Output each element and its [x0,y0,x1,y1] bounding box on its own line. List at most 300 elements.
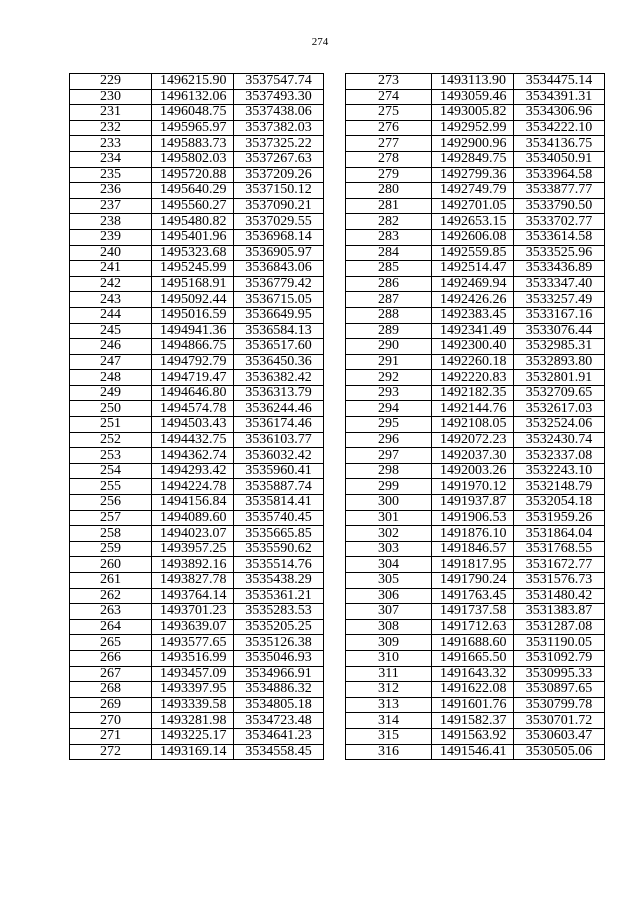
y-coordinate-cell: 3535740.45 [234,510,324,526]
x-coordinate-cell: 1495640.29 [152,183,234,199]
point-number-cell: 264 [70,619,152,635]
table-row [346,541,605,557]
point-number-cell: 258 [70,526,152,542]
coordinates-table-right [345,73,605,760]
point-number-cell: 303 [346,541,432,557]
table-row [346,120,605,136]
point-number-cell: 285 [346,261,432,277]
y-coordinate-cell: 3533436.89 [514,261,605,277]
y-coordinate-cell: 3532243.10 [514,463,605,479]
point-number-cell: 313 [346,697,432,713]
x-coordinate-cell: 1491763.45 [432,588,514,604]
table-row [346,744,605,760]
y-coordinate-cell: 3537209.26 [234,167,324,183]
x-coordinate-cell: 1494503.43 [152,417,234,433]
y-coordinate-cell: 3535046.93 [234,650,324,666]
point-number-cell: 270 [70,713,152,729]
point-number-cell: 253 [70,448,152,464]
x-coordinate-cell: 1492653.15 [432,214,514,230]
point-number-cell: 315 [346,728,432,744]
x-coordinate-cell: 1494792.79 [152,354,234,370]
y-coordinate-cell: 3535887.74 [234,479,324,495]
x-coordinate-cell: 1492606.08 [432,229,514,245]
y-coordinate-cell: 3536032.42 [234,448,324,464]
point-number-cell: 300 [346,495,432,511]
table-row [70,261,324,277]
point-number-cell: 281 [346,198,432,214]
y-coordinate-cell: 3533525.96 [514,245,605,261]
y-coordinate-cell: 3531190.05 [514,635,605,651]
y-coordinate-cell: 3530603.47 [514,728,605,744]
x-coordinate-cell: 1495401.96 [152,229,234,245]
point-number-cell: 263 [70,604,152,620]
y-coordinate-cell: 3533790.50 [514,198,605,214]
y-coordinate-cell: 3533167.16 [514,307,605,323]
x-coordinate-cell: 1492108.05 [432,417,514,433]
x-coordinate-cell: 1494866.75 [152,339,234,355]
table-row [346,339,605,355]
table-row [70,682,324,698]
y-coordinate-cell: 3535514.76 [234,557,324,573]
y-coordinate-cell: 3537150.12 [234,183,324,199]
x-coordinate-cell: 1492514.47 [432,261,514,277]
y-coordinate-cell: 3533877.77 [514,183,605,199]
point-number-cell: 307 [346,604,432,620]
table-row [70,276,324,292]
table-row [70,713,324,729]
table-row [70,526,324,542]
point-number-cell: 284 [346,245,432,261]
page-number: 274 [311,36,329,48]
y-coordinate-cell: 3535814.41 [234,495,324,511]
table-row [346,105,605,121]
x-coordinate-cell: 1495480.82 [152,214,234,230]
y-coordinate-cell: 3535361.21 [234,588,324,604]
y-coordinate-cell: 3531480.42 [514,588,605,604]
point-number-cell: 282 [346,214,432,230]
x-coordinate-cell: 1493457.09 [152,666,234,682]
point-number-cell: 232 [70,120,152,136]
table-row [70,370,324,386]
table-row [346,479,605,495]
y-coordinate-cell: 3532430.74 [514,432,605,448]
point-number-cell: 252 [70,432,152,448]
point-number-cell: 259 [70,541,152,557]
x-coordinate-cell: 1491846.57 [432,541,514,557]
x-coordinate-cell: 1495560.27 [152,198,234,214]
point-number-cell: 235 [70,167,152,183]
table-row [70,401,324,417]
y-coordinate-cell: 3532893.80 [514,354,605,370]
x-coordinate-cell: 1494224.78 [152,479,234,495]
point-number-cell: 256 [70,495,152,511]
x-coordinate-cell: 1491876.10 [432,526,514,542]
x-coordinate-cell: 1492300.40 [432,339,514,355]
point-number-cell: 230 [70,89,152,105]
y-coordinate-cell: 3531092.79 [514,650,605,666]
table-row [70,323,324,339]
point-number-cell: 275 [346,105,432,121]
x-coordinate-cell: 1492469.94 [432,276,514,292]
y-coordinate-cell: 3535665.85 [234,526,324,542]
y-coordinate-cell: 3534723.48 [234,713,324,729]
y-coordinate-cell: 3534641.23 [234,728,324,744]
table-row [346,448,605,464]
x-coordinate-cell: 1491737.58 [432,604,514,620]
table-row [346,183,605,199]
point-number-cell: 255 [70,479,152,495]
x-coordinate-cell: 1491937.87 [432,495,514,511]
point-number-cell: 305 [346,573,432,589]
x-coordinate-cell: 1493957.25 [152,541,234,557]
x-coordinate-cell: 1492952.99 [432,120,514,136]
table-row [346,151,605,167]
y-coordinate-cell: 3535283.53 [234,604,324,620]
x-coordinate-cell: 1493764.14 [152,588,234,604]
table-row [346,557,605,573]
point-number-cell: 272 [70,744,152,760]
table-row [346,619,605,635]
table-row [346,245,605,261]
x-coordinate-cell: 1493059.46 [432,89,514,105]
x-coordinate-cell: 1492559.85 [432,245,514,261]
point-number-cell: 288 [346,307,432,323]
table-row [346,588,605,604]
table-row [346,229,605,245]
table-row [346,728,605,744]
x-coordinate-cell: 1494023.07 [152,526,234,542]
y-coordinate-cell: 3534966.91 [234,666,324,682]
x-coordinate-cell: 1496132.06 [152,89,234,105]
table-row [346,401,605,417]
table-row [70,541,324,557]
point-number-cell: 314 [346,713,432,729]
x-coordinate-cell: 1493005.82 [432,105,514,121]
y-coordinate-cell: 3534475.14 [514,74,605,90]
table-row [70,650,324,666]
x-coordinate-cell: 1494941.36 [152,323,234,339]
x-coordinate-cell: 1494293.42 [152,463,234,479]
point-number-cell: 242 [70,276,152,292]
x-coordinate-cell: 1491563.92 [432,728,514,744]
x-coordinate-cell: 1492144.76 [432,401,514,417]
table-row [346,635,605,651]
x-coordinate-cell: 1491817.95 [432,557,514,573]
point-number-cell: 311 [346,666,432,682]
x-coordinate-cell: 1495092.44 [152,292,234,308]
x-coordinate-cell: 1492749.79 [432,183,514,199]
table-row [70,417,324,433]
table-row [346,573,605,589]
point-number-cell: 290 [346,339,432,355]
y-coordinate-cell: 3530701.72 [514,713,605,729]
x-coordinate-cell: 1495965.97 [152,120,234,136]
x-coordinate-cell: 1493701.23 [152,604,234,620]
table-row [346,463,605,479]
x-coordinate-cell: 1492072.23 [432,432,514,448]
y-coordinate-cell: 3537267.63 [234,151,324,167]
table-row [346,307,605,323]
x-coordinate-cell: 1494719.47 [152,370,234,386]
table-row [70,432,324,448]
point-number-cell: 289 [346,323,432,339]
y-coordinate-cell: 3531576.73 [514,573,605,589]
y-coordinate-cell: 3536313.79 [234,385,324,401]
x-coordinate-cell: 1495323.68 [152,245,234,261]
x-coordinate-cell: 1494156.84 [152,495,234,511]
table-row [346,136,605,152]
table-row [70,167,324,183]
x-coordinate-cell: 1491790.24 [432,573,514,589]
x-coordinate-cell: 1491688.60 [432,635,514,651]
x-coordinate-cell: 1493639.07 [152,619,234,635]
y-coordinate-cell: 3531959.26 [514,510,605,526]
y-coordinate-cell: 3536450.36 [234,354,324,370]
x-coordinate-cell: 1494432.75 [152,432,234,448]
point-number-cell: 308 [346,619,432,635]
table-row [70,635,324,651]
table-row [346,385,605,401]
x-coordinate-cell: 1493827.78 [152,573,234,589]
point-number-cell: 274 [346,89,432,105]
table-row [346,292,605,308]
point-number-cell: 295 [346,417,432,433]
y-coordinate-cell: 3537438.06 [234,105,324,121]
x-coordinate-cell: 1495802.03 [152,151,234,167]
y-coordinate-cell: 3533257.49 [514,292,605,308]
point-number-cell: 302 [346,526,432,542]
table-row [70,510,324,526]
point-number-cell: 241 [70,261,152,277]
table-row [70,307,324,323]
point-number-cell: 246 [70,339,152,355]
y-coordinate-cell: 3534222.10 [514,120,605,136]
point-number-cell: 245 [70,323,152,339]
y-coordinate-cell: 3535438.29 [234,573,324,589]
table-row [346,682,605,698]
y-coordinate-cell: 3532337.08 [514,448,605,464]
y-coordinate-cell: 3536649.95 [234,307,324,323]
table-row [346,198,605,214]
table-row [346,650,605,666]
y-coordinate-cell: 3536174.46 [234,417,324,433]
point-number-cell: 237 [70,198,152,214]
table-row [70,339,324,355]
point-number-cell: 231 [70,105,152,121]
table-row [346,604,605,620]
y-coordinate-cell: 3530995.33 [514,666,605,682]
x-coordinate-cell: 1491970.12 [432,479,514,495]
point-number-cell: 229 [70,74,152,90]
table-row [70,573,324,589]
table-row [70,385,324,401]
table-row [70,666,324,682]
x-coordinate-cell: 1492426.26 [432,292,514,308]
point-number-cell: 250 [70,401,152,417]
y-coordinate-cell: 3531768.55 [514,541,605,557]
point-number-cell: 287 [346,292,432,308]
x-coordinate-cell: 1496048.75 [152,105,234,121]
x-coordinate-cell: 1492037.30 [432,448,514,464]
y-coordinate-cell: 3532524.06 [514,417,605,433]
y-coordinate-cell: 3531383.87 [514,604,605,620]
y-coordinate-cell: 3534558.45 [234,744,324,760]
x-coordinate-cell: 1491665.50 [432,650,514,666]
y-coordinate-cell: 3533702.77 [514,214,605,230]
x-coordinate-cell: 1491906.53 [432,510,514,526]
table-row [70,151,324,167]
table-row [70,463,324,479]
y-coordinate-cell: 3536103.77 [234,432,324,448]
x-coordinate-cell: 1495245.99 [152,261,234,277]
point-number-cell: 280 [346,183,432,199]
y-coordinate-cell: 3530799.78 [514,697,605,713]
x-coordinate-cell: 1491712.63 [432,619,514,635]
point-number-cell: 248 [70,370,152,386]
point-number-cell: 279 [346,167,432,183]
point-number-cell: 298 [346,463,432,479]
y-coordinate-cell: 3530897.65 [514,682,605,698]
table-row [70,354,324,370]
point-number-cell: 312 [346,682,432,698]
point-number-cell: 257 [70,510,152,526]
y-coordinate-cell: 3536382.42 [234,370,324,386]
point-number-cell: 286 [346,276,432,292]
table-row [346,370,605,386]
y-coordinate-cell: 3534805.18 [234,697,324,713]
point-number-cell: 273 [346,74,432,90]
table-row [70,495,324,511]
point-number-cell: 239 [70,229,152,245]
point-number-cell: 316 [346,744,432,760]
point-number-cell: 240 [70,245,152,261]
x-coordinate-cell: 1492383.45 [432,307,514,323]
x-coordinate-cell: 1494089.60 [152,510,234,526]
y-coordinate-cell: 3530505.06 [514,744,605,760]
table-row [70,448,324,464]
x-coordinate-cell: 1496215.90 [152,74,234,90]
point-number-cell: 306 [346,588,432,604]
point-number-cell: 276 [346,120,432,136]
y-coordinate-cell: 3532617.03 [514,401,605,417]
x-coordinate-cell: 1493281.98 [152,713,234,729]
x-coordinate-cell: 1492701.05 [432,198,514,214]
point-number-cell: 283 [346,229,432,245]
x-coordinate-cell: 1493516.99 [152,650,234,666]
y-coordinate-cell: 3537382.03 [234,120,324,136]
point-number-cell: 251 [70,417,152,433]
y-coordinate-cell: 3535960.41 [234,463,324,479]
table-row [70,479,324,495]
x-coordinate-cell: 1493225.17 [152,728,234,744]
point-number-cell: 262 [70,588,152,604]
coordinates-table-left [69,73,324,760]
x-coordinate-cell: 1495883.73 [152,136,234,152]
table-row [70,214,324,230]
x-coordinate-cell: 1491622.08 [432,682,514,698]
point-number-cell: 291 [346,354,432,370]
x-coordinate-cell: 1492182.35 [432,385,514,401]
point-number-cell: 277 [346,136,432,152]
point-number-cell: 260 [70,557,152,573]
table-row [346,495,605,511]
x-coordinate-cell: 1492341.49 [432,323,514,339]
x-coordinate-cell: 1494574.78 [152,401,234,417]
x-coordinate-cell: 1494362.74 [152,448,234,464]
y-coordinate-cell: 3531864.04 [514,526,605,542]
y-coordinate-cell: 3536517.60 [234,339,324,355]
table-row [346,697,605,713]
table-row [346,167,605,183]
y-coordinate-cell: 3531287.08 [514,619,605,635]
point-number-cell: 267 [70,666,152,682]
point-number-cell: 243 [70,292,152,308]
y-coordinate-cell: 3537493.30 [234,89,324,105]
x-coordinate-cell: 1492849.75 [432,151,514,167]
point-number-cell: 249 [70,385,152,401]
point-number-cell: 301 [346,510,432,526]
table-row [70,183,324,199]
point-number-cell: 234 [70,151,152,167]
point-number-cell: 269 [70,697,152,713]
point-number-cell: 299 [346,479,432,495]
point-number-cell: 309 [346,635,432,651]
table-row [70,120,324,136]
point-number-cell: 233 [70,136,152,152]
y-coordinate-cell: 3534306.96 [514,105,605,121]
point-number-cell: 238 [70,214,152,230]
x-coordinate-cell: 1495720.88 [152,167,234,183]
point-number-cell: 310 [346,650,432,666]
x-coordinate-cell: 1491601.76 [432,697,514,713]
y-coordinate-cell: 3534886.32 [234,682,324,698]
x-coordinate-cell: 1492220.83 [432,370,514,386]
point-number-cell: 304 [346,557,432,573]
table-row [70,229,324,245]
point-number-cell: 293 [346,385,432,401]
table-row [70,74,324,90]
y-coordinate-cell: 3537325.22 [234,136,324,152]
y-coordinate-cell: 3533614.58 [514,229,605,245]
point-number-cell: 265 [70,635,152,651]
table-row [70,245,324,261]
y-coordinate-cell: 3532709.65 [514,385,605,401]
table-row [70,728,324,744]
y-coordinate-cell: 3536715.05 [234,292,324,308]
x-coordinate-cell: 1492900.96 [432,136,514,152]
y-coordinate-cell: 3535126.38 [234,635,324,651]
table-row [346,323,605,339]
y-coordinate-cell: 3537547.74 [234,74,324,90]
table-row [346,89,605,105]
y-coordinate-cell: 3533347.40 [514,276,605,292]
y-coordinate-cell: 3531672.77 [514,557,605,573]
x-coordinate-cell: 1495168.91 [152,276,234,292]
y-coordinate-cell: 3536584.13 [234,323,324,339]
x-coordinate-cell: 1493577.65 [152,635,234,651]
table-row [70,588,324,604]
table-row [346,276,605,292]
x-coordinate-cell: 1493169.14 [152,744,234,760]
table-row [70,105,324,121]
y-coordinate-cell: 3534391.31 [514,89,605,105]
x-coordinate-cell: 1493397.95 [152,682,234,698]
point-number-cell: 292 [346,370,432,386]
x-coordinate-cell: 1493892.16 [152,557,234,573]
table-row [70,604,324,620]
point-number-cell: 247 [70,354,152,370]
y-coordinate-cell: 3536244.46 [234,401,324,417]
